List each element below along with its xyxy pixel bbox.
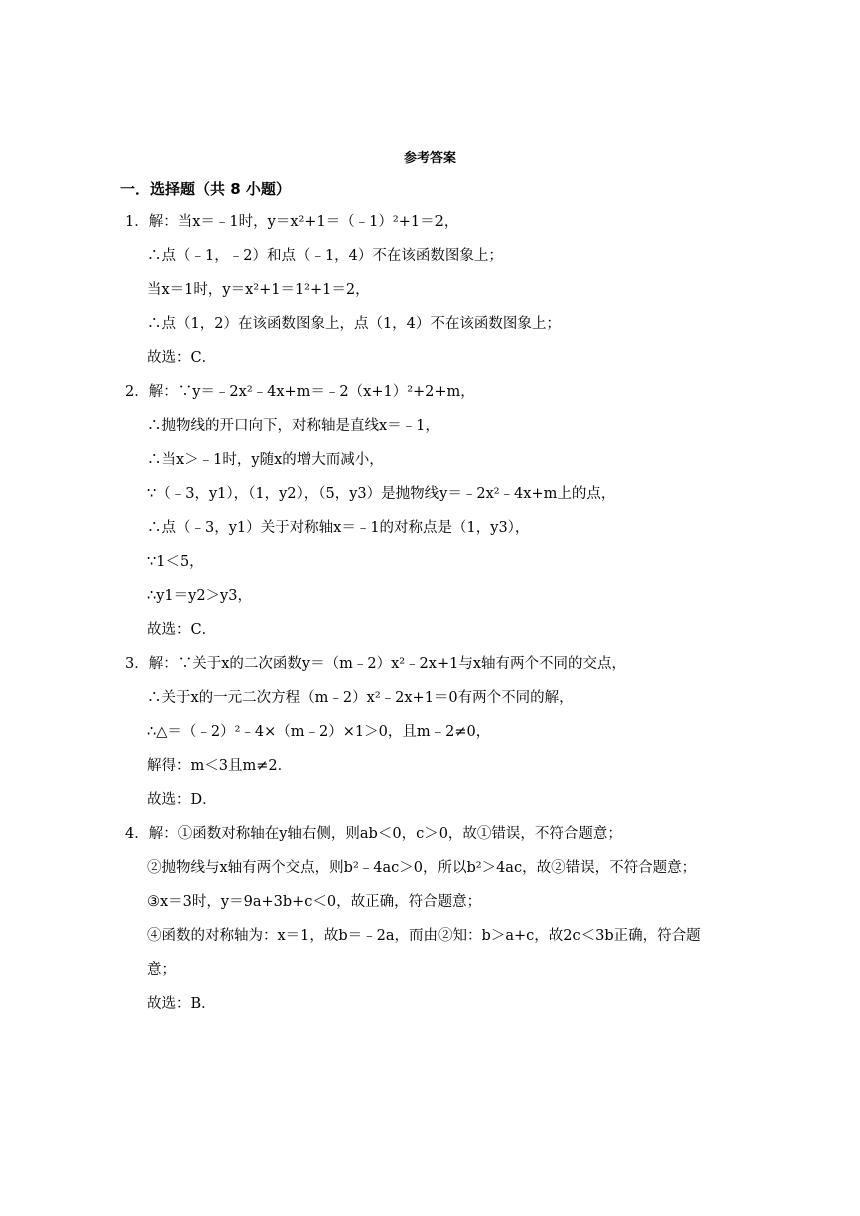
q4-line-2: ②抛物线与x轴有两个交点，则b²﹣4ac＞0，所以b²＞4ac，故②错误，不符合题意； <box>147 860 697 876</box>
q1-line-1: 1．解：当x＝﹣1时，y＝x²+1＝（﹣1）²+1＝2， <box>125 214 459 230</box>
q3-line-5: 故选：D． <box>147 792 217 808</box>
q4-line-1: 4．解：①函数对称轴在y轴右侧，则ab＜0，c＞0，故①错误，不符合题意； <box>125 826 622 842</box>
q4-line-6: 故选：B． <box>147 996 216 1012</box>
q1-line-3: 当x＝1时，y＝x²+1＝1²+1＝2， <box>147 282 370 298</box>
q3-line-1: 3．解：∵关于x的二次函数y＝（m﹣2）x²﹣2x+1与x轴有两个不同的交点， <box>125 656 627 672</box>
q2-line-7: ∴y1＝y2＞y3， <box>147 588 252 604</box>
q1-line-2: ∴点（﹣1，﹣2）和点（﹣1，4）不在该函数图象上； <box>147 248 503 264</box>
q2-line-8: 故选：C． <box>147 622 217 638</box>
q4-line-3: ③x＝3时，y＝9a+3b+c＜0，故正确，符合题意； <box>147 894 482 910</box>
q3-line-2: ∴关于x的一元二次方程（m﹣2）x²﹣2x+1＝0有两个不同的解， <box>147 690 574 706</box>
q2-line-3: ∴当x＞﹣1时，y随x的增大而减小， <box>147 452 384 468</box>
page-title: 参考答案 <box>403 151 456 166</box>
q1-line-4: ∴点（1，2）在该函数图象上，点（1，4）不在该函数图象上； <box>147 316 561 332</box>
q2-line-6: ∵1＜5， <box>147 554 204 570</box>
q1-line-5: 故选：C． <box>147 350 217 366</box>
q4-line-5: 意； <box>147 962 176 978</box>
q2-line-4: ∵（﹣3，y1），（1，y2），（5，y3）是抛物线y＝﹣2x²﹣4x+m上的点， <box>147 486 616 502</box>
section-heading: 一．选择题（共 8 小题） <box>120 180 291 198</box>
q4-line-4: ④函数的对称轴为：x＝1，故b＝﹣2a，而由②知：b＞a+c，故2c＜3b正确，符合题 <box>147 928 701 944</box>
q2-line-2: ∴抛物线的开口向下，对称轴是直线x＝﹣1， <box>147 418 440 434</box>
q3-line-3: ∴△＝（﹣2）²﹣4×（m﹣2）×1＞0，且m﹣2≠0， <box>147 724 491 740</box>
q3-line-4: 解得：m＜3且m≠2． <box>147 758 293 774</box>
q2-line-1: 2．解：∵y＝﹣2x²﹣4x+m＝﹣2（x+1）²+2+m， <box>125 384 475 400</box>
q2-line-5: ∴点（﹣3，y1）关于对称轴x＝﹣1的对称点是（1，y3）， <box>147 520 530 536</box>
